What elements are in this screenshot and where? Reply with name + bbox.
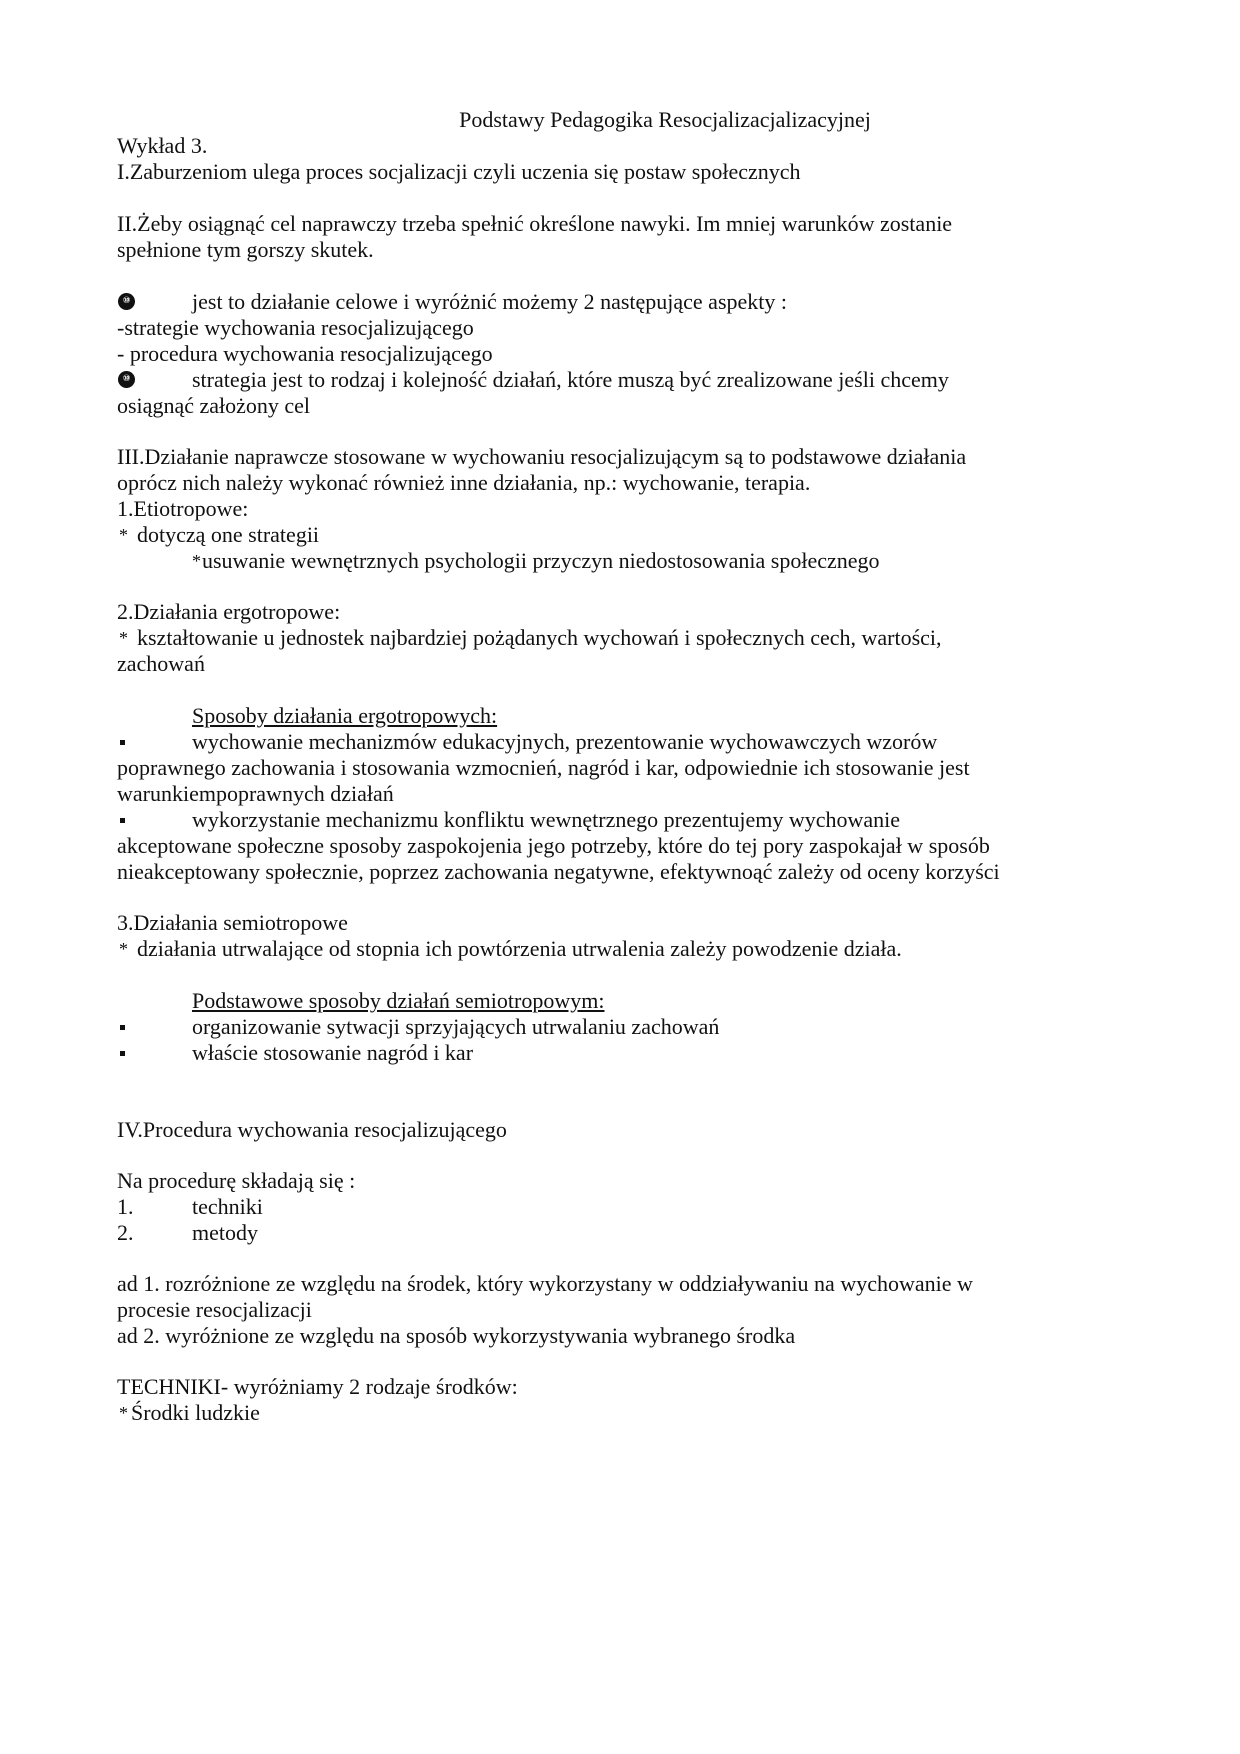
semiotropic-way-1: organizowanie sytwacji sprzyjających utrwalaniu zachowań (192, 1014, 720, 1039)
aspect-1: -strategie wychowania resocjalizującego (117, 315, 474, 340)
star-bullet-icon: * (119, 939, 128, 959)
ergotropic-way-1-line-3: warunkiempoprawnych działań (117, 781, 394, 806)
ad-2: ad 2. wyróżnione ze względu na sposób wykorzystywania wybranego środka (117, 1323, 796, 1348)
ergotropic-way-1-line-1: wychowanie mechanizmów edukacyjnych, prezentowanie wychowawczych wzorów (192, 729, 938, 754)
star-bullet-icon: * (119, 1403, 128, 1423)
bullet-2-line-1: strategia jest to rodzaj i kolejność działań, które muszą być zrealizowane jeśli chcemy (192, 367, 949, 392)
semiotropic-item: działania utrwalające od stopnia ich powtórzenia utrwalenia zależy powodzenie działa. (137, 936, 902, 961)
etiotropic-heading: 1.Etiotropowe: (117, 496, 249, 521)
section-3-line-1: III.Działanie naprawcze stosowane w wychowaniu resocjalizującym są to podstawowe działania (117, 444, 967, 469)
etiotropic-item-1: dotyczą one strategii (137, 522, 320, 547)
ergotropic-item-line-1: kształtowanie u jednostek najbardziej pożądanych wychowań i społecznych cech, wartości, (137, 625, 942, 650)
procedure-item-1-number: 1. (117, 1194, 134, 1219)
procedure-item-1: techniki (192, 1194, 263, 1219)
star-bullet-icon: * (192, 551, 201, 571)
ergotropic-item-line-2: zachowań (117, 651, 205, 676)
etiotropic-item-2: usuwanie wewnętrznych psychologii przyczyn niedostosowania społecznego (202, 548, 880, 573)
semiotropic-heading: 3.Działania semiotropowe (117, 910, 348, 935)
section-4: IV.Procedura wychowania resocjalizującego (117, 1117, 507, 1142)
bullet-2-line-2: osiągnąć założony cel (117, 393, 311, 418)
square-bullet-icon (120, 1025, 125, 1030)
star-bullet-icon: * (119, 628, 128, 648)
ergotropic-way-1-line-2: poprawnego zachowania i stosowania wzmocnień, nagród i kar, odpowiednie ich stosowanie jest (117, 755, 970, 780)
aspect-2: - procedura wychowania resocjalizującego (117, 341, 493, 366)
lecture-number: Wykład 3. (117, 133, 208, 158)
procedure-intro: Na procedurę składają się : (117, 1168, 356, 1193)
semiotropic-ways-heading: Podstawowe sposoby działań semiotropowym: (192, 988, 605, 1013)
section-3-line-2: oprócz nich należy wykonać również inne działania, np.: wychowanie, terapia. (117, 470, 811, 495)
techniques-item-1: Środki ludzkie (131, 1400, 260, 1425)
document-title: Podstawy Pedagogika Resocjalizacjalizacyjnej (459, 107, 871, 132)
procedure-item-2-number: 2. (117, 1220, 134, 1245)
section-1: I.Zaburzeniom ulega proces socjalizacji czyli uczenia się postaw społecznych (117, 159, 801, 184)
circled-number-icon: ⑩ (118, 371, 135, 388)
square-bullet-icon (120, 818, 125, 823)
ad-1-line-2: procesie resocjalizacji (117, 1297, 312, 1322)
circled-number-icon: ⑩ (118, 293, 135, 310)
semiotropic-way-2: właście stosowanie nagród i kar (192, 1040, 474, 1065)
ergotropic-heading: 2.Działania ergotropowe: (117, 599, 341, 624)
techniques-intro: TECHNIKI- wyróżniamy 2 rodzaje środków: (117, 1374, 518, 1399)
bullet-1-text: jest to działanie celowe i wyróżnić możemy 2 następujące aspekty : (192, 289, 787, 314)
ergotropic-way-2-line-2: akceptowane społeczne sposoby zaspokojenia jego potrzeby, które do tej pory zaspokajał w sposób (117, 833, 990, 858)
procedure-item-2: metody (192, 1220, 258, 1245)
ad-1-line-1: ad 1. rozróżnione ze względu na środek, który wykorzystany w oddziaływaniu na wychowanie w (117, 1271, 973, 1296)
ergotropic-way-2-line-1: wykorzystanie mechanizmu konfliktu wewnętrznego prezentujemy wychowanie (192, 807, 901, 832)
square-bullet-icon (120, 740, 125, 745)
star-bullet-icon: * (119, 525, 128, 545)
ergotropic-ways-heading: Sposoby działania ergotropowych: (192, 703, 498, 728)
section-2-line-1: II.Żeby osiągnąć cel naprawczy trzeba spełnić określone nawyki. Im mniej warunków zostanie (117, 211, 953, 236)
ergotropic-way-2-line-3: nieakceptowany społecznie, poprzez zachowania negatywne, efektywnoąć zależy od oceny korzyści (117, 859, 1000, 884)
section-2-line-2: spełnione tym gorszy skutek. (117, 237, 374, 262)
square-bullet-icon (120, 1051, 125, 1056)
